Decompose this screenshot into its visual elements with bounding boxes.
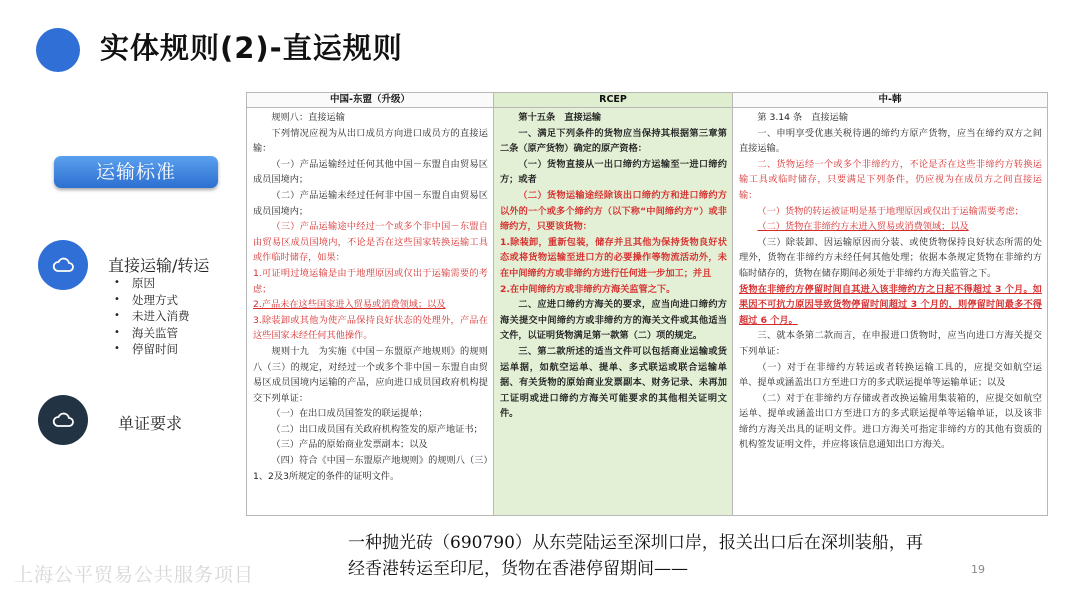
rule-paragraph: （二）产品运输未经过任何非中国－东盟自由贸易区成员国境内；: [253, 189, 488, 217]
list-item: • 原因: [118, 275, 190, 292]
cloud-icon: [52, 257, 74, 273]
header-china-korea: 中-韩: [733, 93, 1048, 108]
direct-transport-list: [118, 275, 190, 358]
rule-paragraph: 二、应进口缔约方海关的要求，应当向进口缔约方海关提交中间缔约方或非缔约方的海关文件或其他适当文件，以证明货物满足第一款第（二）项的规定。: [500, 299, 727, 342]
rule-paragraph: 2.产品未在这些国家进入贸易或消费领域；以及: [253, 299, 446, 311]
rules-comparison-table: [246, 92, 1048, 516]
rule-paragraph: 3.除装卸或其他为使产品保持良好状态的处理外，产品在这些国家未经任何其他操作。: [253, 314, 488, 342]
rule-paragraph: （二）对于在非缔约方存储或者改换运输用集装箱的，应提交如航空运单、提单或涵盖出口方至进口方的多式联运提单等运输单证，以及该非缔约方海关出具的证明文件。进口方海关可指定非缔约方的其他有资质的机构签发证明文件，并应将该信息通知出口方海关。: [739, 392, 1042, 451]
case-description: 一种抛光砖（690790）从东莞陆运至深圳口岸，报关出口后在深圳装船，再经香港转运至印尼，货物在香港停留期间——: [348, 533, 923, 579]
rule-paragraph: （一）在出口成员国签发的联运提单；: [271, 408, 428, 420]
rule-paragraph: （三）产品运输途中经过一个或多个非中国－东盟自由贸易区成员国境内，不论是否在这些国家转换运输工具或作临时储存，如果：: [253, 221, 488, 264]
slide-title: 实体规则(2)-直运规则: [100, 31, 403, 65]
rule-paragraph: 货物在非缔约方停留时间自其进入该非缔约方之日起不得超过 3 个月。如果因不可抗力原因导致货物停留时间超过 3 个月的，则停留时间最多不得超过 6 个月。: [739, 283, 1042, 326]
page-number: 19: [971, 563, 985, 576]
header-china-asean: 中国-东盟（升级）: [247, 93, 494, 108]
rule-paragraph: 一、满足下列条件的货物应当保持其根据第三章第二条（原产货物）确定的原产资格：: [500, 127, 727, 155]
rule-paragraph: （二）货物在非缔约方未进入贸易或消费领域；以及: [757, 221, 969, 233]
title-bullet-circle: [36, 28, 80, 72]
rule-paragraph: （一）货物直接从一出口缔约方运输至一进口缔约方；或者: [500, 158, 727, 186]
rule-paragraph: 三、就本条第二款而言，在申报进口货物时，应当向进口方海关提交下列单证：: [739, 330, 1042, 357]
document-requirement-heading: 单证要求: [118, 414, 183, 433]
rule-paragraph: （一）货物的转运被证明是基于地理原因或仅出于运输需要考虑；: [757, 205, 1024, 217]
list-item: • 海关监管: [118, 325, 190, 342]
transport-standard-tag: 运输标准: [54, 156, 218, 188]
rule-paragraph: 三、第二款所述的适当文件可以包括商业运输或货运单据，如航空运单、提单、多式联运或联合运输单据、有关货物的原始商业发票副本、财务记录、未再加工证明或进口缔约方海关可能要求的其他相关证明文件。: [500, 345, 727, 420]
rule-paragraph: （四）符合《中国－东盟原产地规则》的规则八（三）1、2及3所规定的条件的证明文件。: [253, 455, 488, 482]
direct-transport-heading: 直接运输/转运: [108, 256, 210, 275]
list-item: • 处理方式: [118, 292, 190, 309]
rcep-rules-cell: [494, 108, 733, 516]
header-rcep: RCEP: [494, 93, 733, 108]
rule-paragraph: 1.除装卸，重新包装，储存并且其他为保持货物良好状态或将货物运输至进口方的必要操作等物流活动外，未在中间缔约方或非缔约方进行任何进一步加工；并且: [500, 236, 727, 279]
document-requirement-cloud-circle: [38, 395, 88, 445]
china-asean-rules-cell: [247, 108, 494, 516]
rule-paragraph: （二）出口成员国有关政府机构签发的原产地证书；: [271, 423, 483, 435]
footer-organization: 上海公平贸易公共服务项目: [14, 564, 255, 586]
rule-paragraph: 二、货物运经一个或多个非缔约方，不论是否在这些非缔约方转换运输工具或临时储存，只要满足下列条件，仍应视为在成员方之间直接运输：: [739, 158, 1042, 201]
list-item: • 未进入消费: [118, 308, 190, 325]
rule-paragraph: （一）产品运输经过任何其他中国－东盟自由贸易区成员国境内；: [253, 158, 488, 186]
rule-paragraph: 第十五条 直接运输: [518, 112, 602, 123]
rule-paragraph: （二）货物运输途经除该出口缔约方和进口缔约方以外的一个或多个缔约方（以下称“中间缔约方”）或非缔约方，只要该货物：: [500, 189, 727, 233]
rule-paragraph: 规则十九 为实施《中国－东盟原产地规则》的规则八（三）的规定，对经过一个或多个非中国－东盟自由贸易区成员国境内运输的产品，应向进口成员国政府机构提交下列单证：: [253, 345, 488, 404]
rule-paragraph: （三）产品的原始商业发票副本；以及: [271, 439, 428, 451]
rule-paragraph: 一、申明享受优惠关税待遇的缔约方原产货物，应当在缔约双方之间直接运输。: [739, 127, 1042, 155]
china-korea-rules-cell: [733, 108, 1048, 516]
rule-paragraph: 2.在中间缔约方或非缔约方海关监管之下。: [500, 283, 676, 295]
list-item: • 停留时间: [118, 341, 190, 358]
rule-paragraph: 1.可证明过境运输是由于地理原因或仅出于运输需要的考虑；: [253, 267, 488, 295]
rule-paragraph: 下列情况应视为从出口成员方向进口成员方的直接运输：: [253, 127, 488, 155]
cloud-icon: [52, 412, 74, 428]
rule-paragraph: （三）除装卸、因运输原因而分装、或使货物保持良好状态所需的处理外，货物在非缔约方未经任何其他处理；依据本条规定货物在非缔约方临时储存的，货物在储存期间必须处于非缔约方海关监管之下。: [739, 236, 1042, 279]
direct-transport-cloud-circle: [38, 240, 88, 290]
rule-paragraph: 规则八：直接运输: [271, 112, 345, 123]
rule-paragraph: 第 3.14 条 直接运输: [757, 112, 849, 123]
rule-paragraph: （一）对于在非缔约方转运或者转换运输工具的，应提交如航空运单、提单或涵盖出口方至进口方的多式联运提单等运输单证；以及: [739, 361, 1042, 389]
